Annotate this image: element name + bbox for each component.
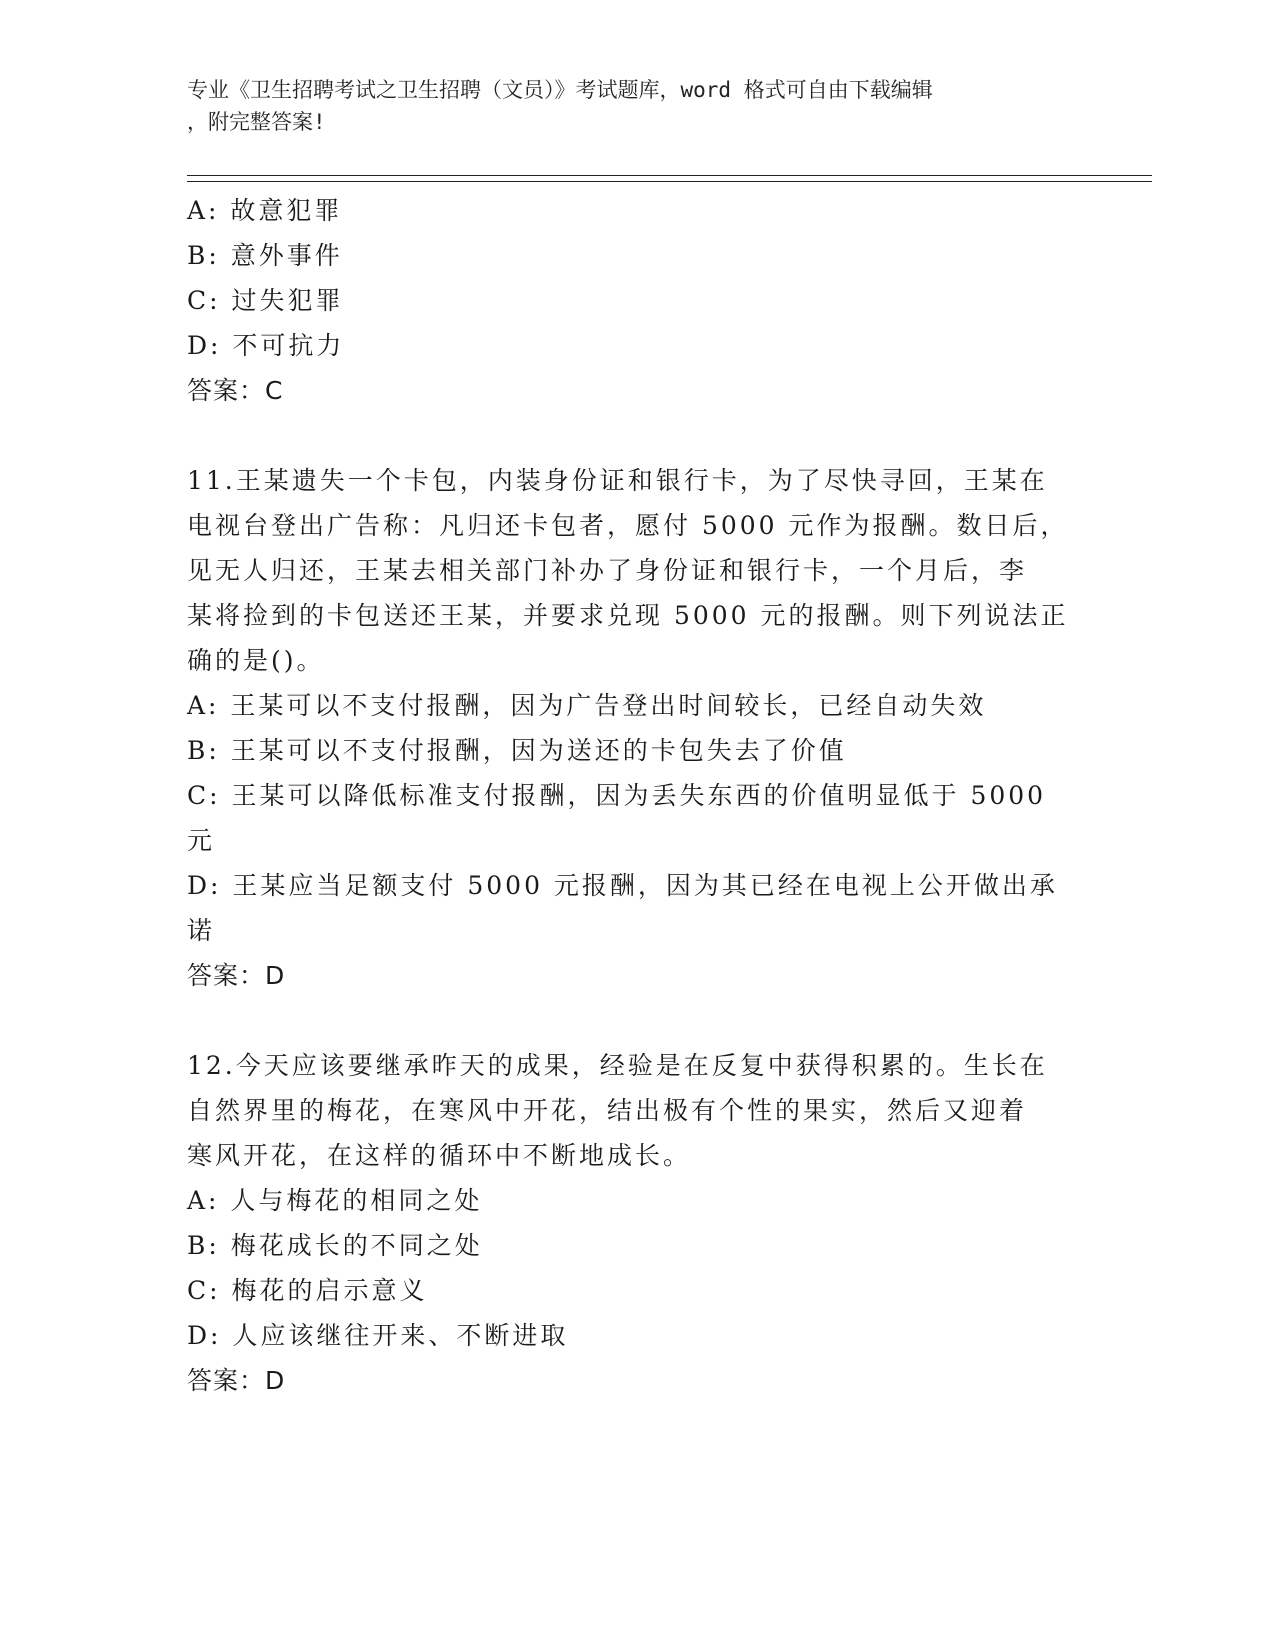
- option-d: D: 王某应当足额支付 5000 元报酬，因为其已经在电视上公开做出承: [187, 871, 1058, 900]
- option-d: D: 人应该继往开来、不断进取: [187, 1321, 569, 1350]
- option-c-continued: 元: [187, 826, 216, 855]
- option-a: A: 故意犯罪: [187, 196, 343, 225]
- question-stem-line: 寒风开花，在这样的循环中不断地成长。: [187, 1141, 692, 1170]
- spacer: [187, 413, 1077, 458]
- question-stem-line: 12.今天应该要继承昨天的成果，经验是在反复中获得积累的。生长在: [187, 1051, 1048, 1080]
- header-divider-top: [187, 175, 1152, 176]
- option-d-continued: 诺: [187, 916, 216, 945]
- option-c: C: 过失犯罪: [187, 286, 344, 315]
- question-content: [187, 188, 1077, 1403]
- spacer: [187, 998, 1077, 1043]
- question-stem-line: 电视台登出广告称：凡归还卡包者，愿付 5000 元作为报酬。数日后，: [187, 511, 1069, 540]
- header-line-1: 专业《卫生招聘考试之卫生招聘（文员）》考试题库，word 格式可自由下载编辑: [187, 78, 933, 102]
- question-stem-line: 确的是()。: [187, 646, 325, 675]
- header-divider-bottom: [187, 181, 1152, 182]
- header-line-2: ，附完整答案!: [187, 110, 326, 134]
- option-d: D: 不可抗力: [187, 331, 345, 360]
- option-b: B: 意外事件: [187, 241, 343, 270]
- option-b: B: 梅花成长的不同之处: [187, 1231, 483, 1260]
- question-stem-line: 见无人归还，王某去相关部门补办了身份证和银行卡，一个月后，李: [187, 556, 1028, 585]
- option-a: A: 王某可以不支付报酬，因为广告登出时间较长，已经自动失效: [187, 691, 987, 720]
- question-12: [187, 1043, 1077, 1403]
- question-stem-line: 某将捡到的卡包送还王某，并要求兑现 5000 元的报酬。则下列说法正: [187, 601, 1069, 630]
- document-header: [187, 74, 1067, 138]
- question-10: [187, 188, 1077, 413]
- option-a: A: 人与梅花的相同之处: [187, 1186, 483, 1215]
- option-c: C: 王某可以降低标准支付报酬，因为丢失东西的价值明显低于 5000: [187, 781, 1047, 810]
- option-b: B: 王某可以不支付报酬，因为送还的卡包失去了价值: [187, 736, 847, 765]
- answer: 答案：D: [187, 961, 286, 990]
- question-stem-line: 11.王某遗失一个卡包，内装身份证和银行卡，为了尽快寻回，王某在: [187, 466, 1048, 495]
- answer: 答案：D: [187, 1366, 286, 1395]
- option-c: C: 梅花的启示意义: [187, 1276, 428, 1305]
- question-stem-line: 自然界里的梅花，在寒风中开花，结出极有个性的果实，然后又迎着: [187, 1096, 1028, 1125]
- question-11: [187, 458, 1077, 998]
- answer: 答案：C: [187, 376, 284, 405]
